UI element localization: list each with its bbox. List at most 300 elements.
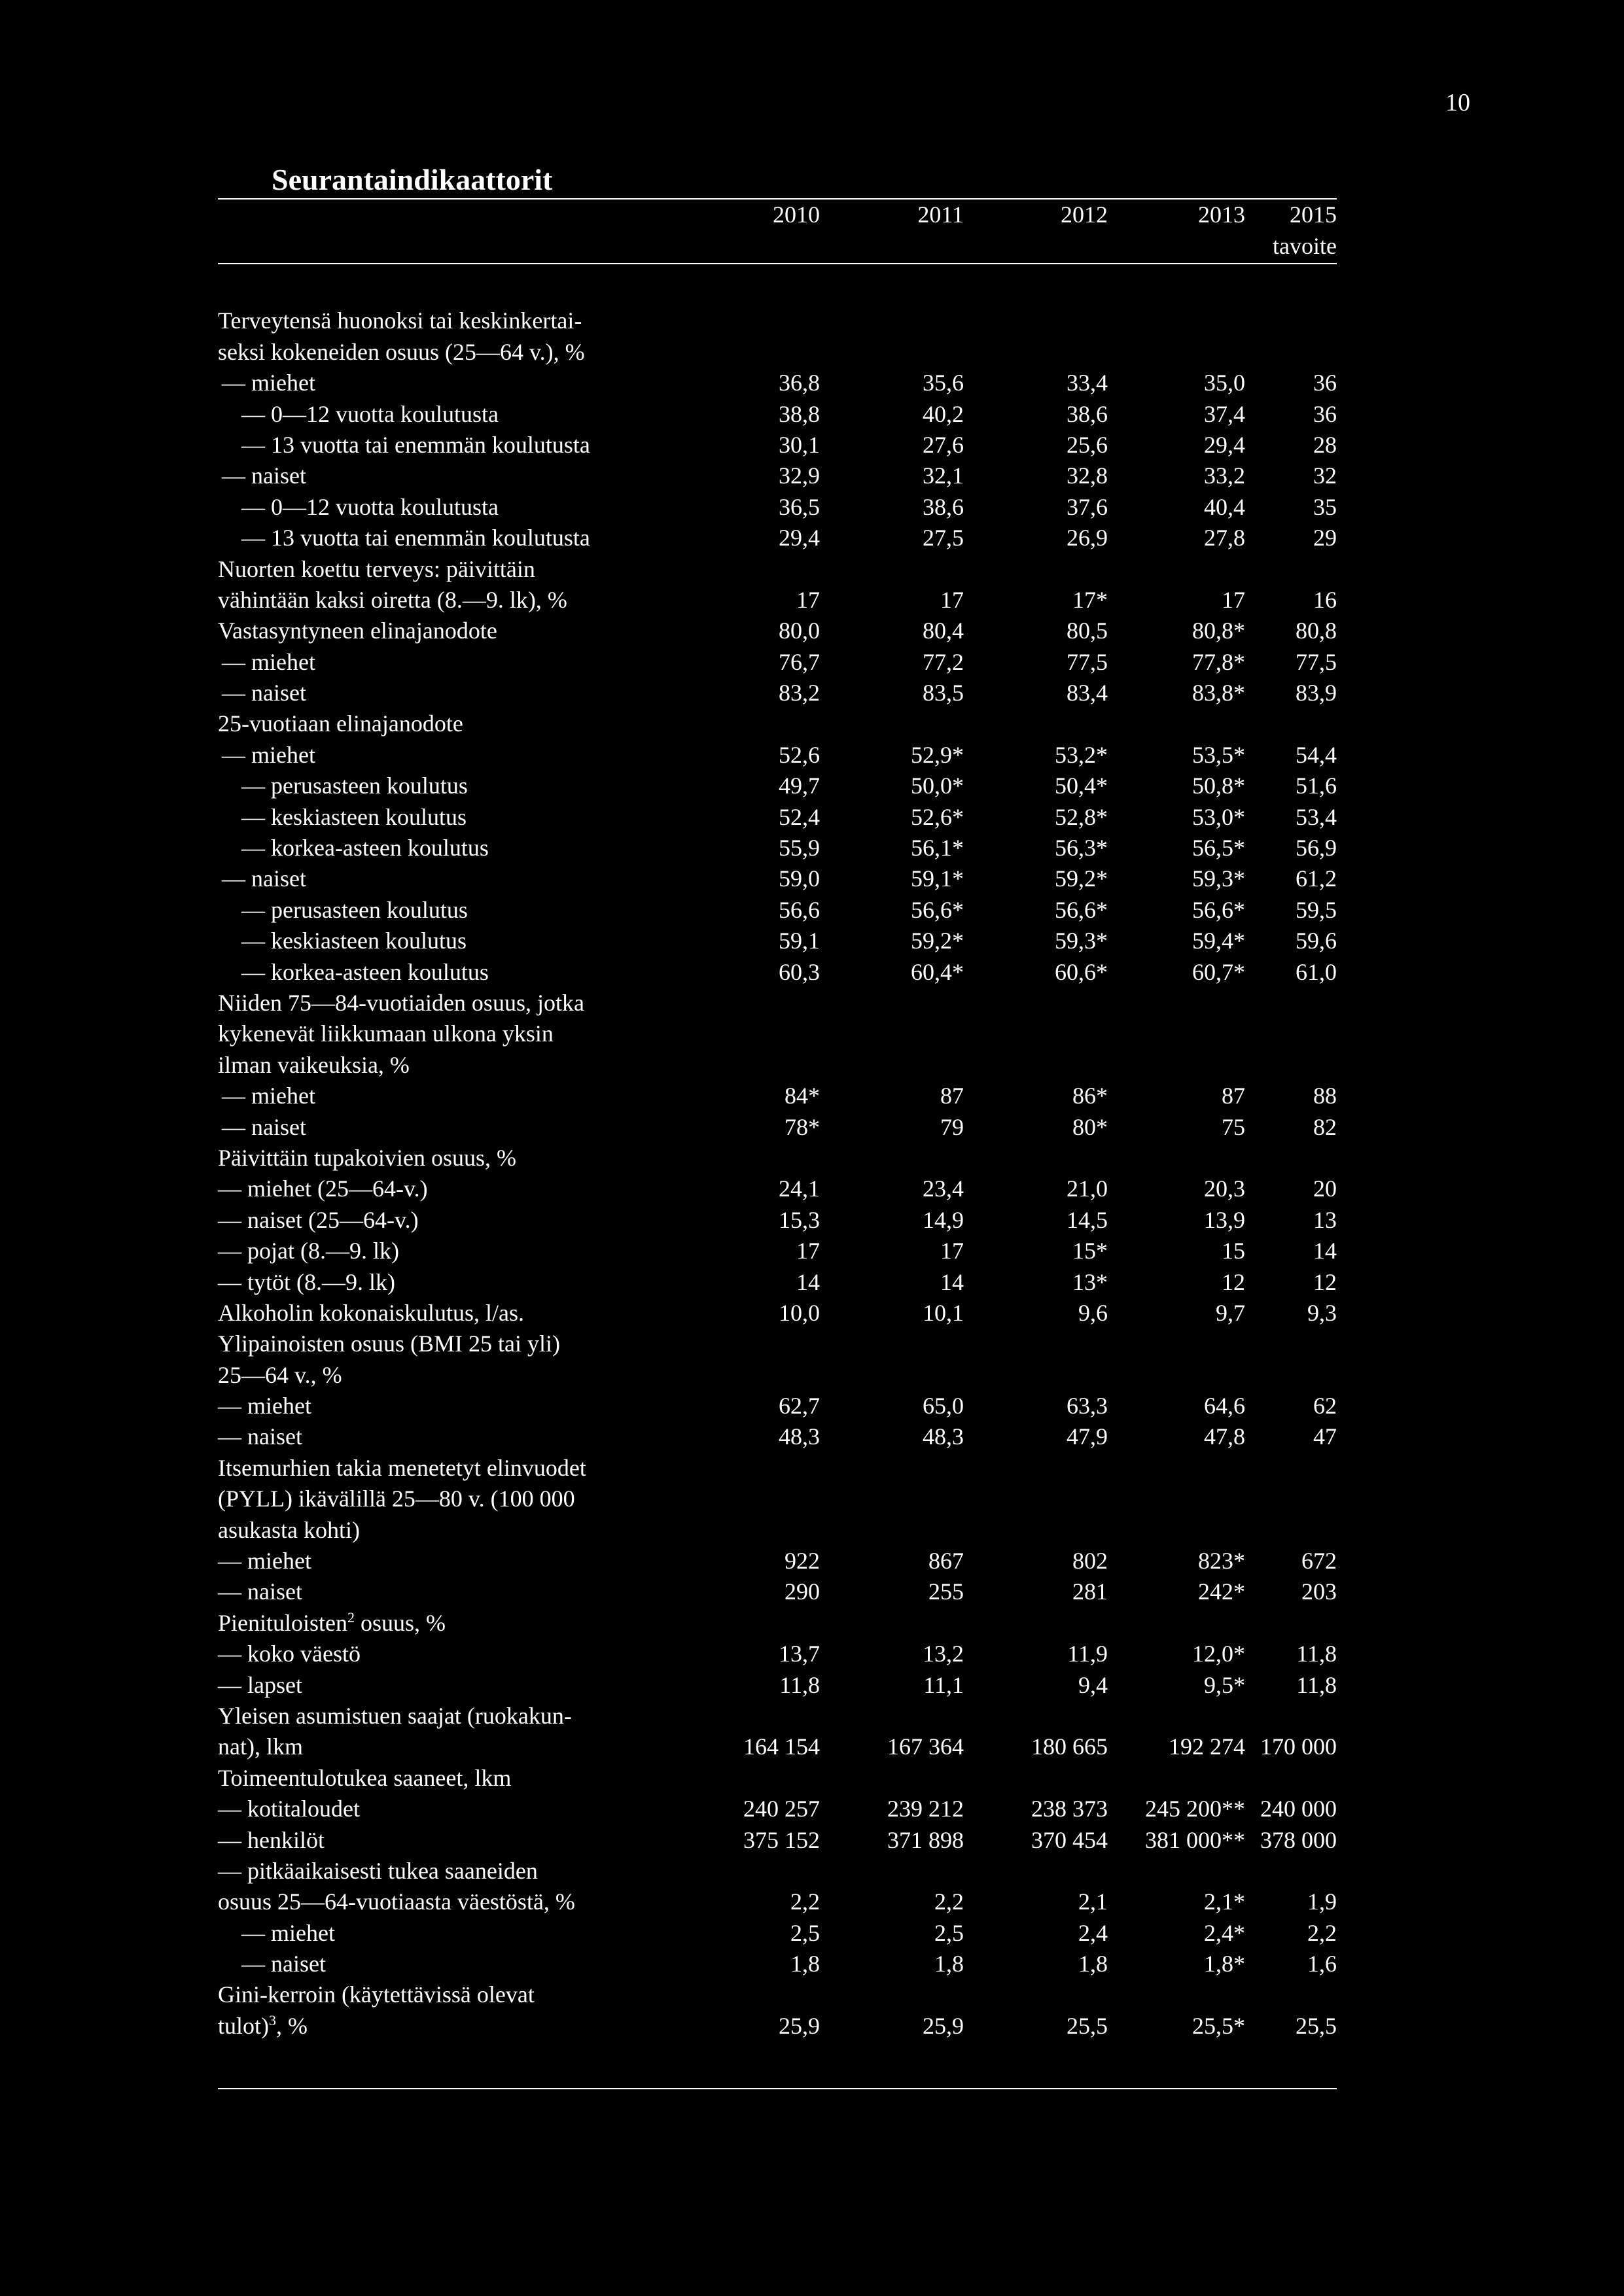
cell-value: 52,8*	[1055, 803, 1108, 830]
table-row	[218, 489, 1337, 519]
cell-value: 52,6	[779, 741, 820, 768]
cell-value: 9,5*	[1204, 1671, 1245, 1698]
cell-value: 59,0	[779, 865, 820, 892]
cell-value: 87	[1222, 1083, 1245, 1109]
cell-value: 371 898	[887, 1826, 964, 1853]
row-label: — korkea-asteen koulutus	[241, 958, 489, 985]
table-row	[218, 861, 1337, 892]
cell-value	[820, 303, 964, 334]
cell-value: 11,8	[1296, 1671, 1337, 1698]
cell-value: 53,5*	[1192, 741, 1245, 768]
cell-value: 1,8	[1078, 1951, 1108, 1977]
table-row	[218, 1140, 1337, 1171]
cell-value	[1245, 1853, 1337, 1884]
table-row	[218, 768, 1337, 799]
cell-value	[1245, 985, 1337, 1016]
cell-value: 60,3	[779, 958, 820, 985]
cell-value	[820, 1140, 964, 1171]
cell-value: 62	[1313, 1393, 1337, 1419]
cell-value: 180 665	[1031, 1733, 1108, 1760]
cell-value: 17	[940, 1238, 964, 1264]
cell-value: 53,2*	[1055, 741, 1108, 768]
cell-value: 76,7	[779, 648, 820, 675]
cell-value	[689, 1853, 820, 1884]
table-row	[218, 892, 1337, 922]
cell-value: 240 000	[1260, 1796, 1337, 1822]
cell-value	[964, 551, 1108, 582]
cell-value	[1108, 1047, 1245, 1077]
table-row	[218, 1543, 1337, 1574]
row-label: nat), lkm	[218, 1733, 303, 1760]
cell-value	[689, 334, 820, 364]
cell-value	[820, 1357, 964, 1387]
row-label: 25—64 v., %	[218, 1361, 342, 1388]
row-label: Ylipainoisten osuus (BMI 25 tai yli)	[218, 1331, 560, 1357]
column-header-label	[218, 201, 689, 232]
cell-value: 11,8	[1296, 1641, 1337, 1667]
row-label: Toimeentulotukea saaneet, lkm	[218, 1764, 512, 1791]
cell-value: 2,2	[934, 1888, 964, 1915]
cell-value	[689, 1481, 820, 1512]
cell-value: 32	[1313, 462, 1337, 489]
row-label: Terveytensä huonoksi tai keskinkertai-	[218, 307, 582, 334]
row-label: — naiset	[222, 462, 306, 489]
footnote-marker: 3	[269, 2011, 276, 2028]
cell-value: 29,4	[779, 525, 820, 551]
column-header-year: 2015	[1290, 201, 1337, 228]
cell-value: 14	[940, 1268, 964, 1295]
row-label: — naiset	[222, 680, 306, 706]
cell-value: 56,6*	[1055, 896, 1108, 923]
row-label: Yleisen asumistuen saajat (ruokakun-	[218, 1702, 572, 1729]
cell-value	[964, 706, 1108, 737]
cell-value: 47,8	[1204, 1423, 1245, 1450]
cell-value	[820, 1698, 964, 1729]
cell-value: 59,3*	[1055, 928, 1108, 954]
cell-value: 32,8	[1067, 462, 1108, 489]
cell-value: 203	[1301, 1578, 1337, 1605]
cell-value	[1245, 706, 1337, 737]
cell-value: 30,1	[779, 431, 820, 458]
section-title: Seurantaindikaattorit	[272, 163, 553, 196]
cell-value: 2,2	[790, 1888, 820, 1915]
table-row	[218, 1636, 1337, 1667]
table-row	[218, 1016, 1337, 1047]
table-row	[218, 1884, 1337, 1915]
cell-value: 62,7	[779, 1393, 820, 1419]
cell-value	[1245, 1047, 1337, 1077]
table-row	[218, 1791, 1337, 1822]
table-row	[218, 923, 1337, 954]
cell-value: 56,9	[1296, 835, 1337, 861]
row-label: Alkoholin kokonaiskulutus, l/as.	[218, 1299, 524, 1326]
cell-value: 26,9	[1067, 525, 1108, 551]
cell-value: 80,0	[779, 617, 820, 644]
row-label: tulot)$^3$, %	[218, 2011, 308, 2039]
cell-value	[1108, 985, 1245, 1016]
row-label: osuus 25—64-vuotiaasta väestöstä, %	[218, 1888, 575, 1915]
cell-value: 13*	[1072, 1268, 1108, 1295]
cell-value: 52,6*	[911, 803, 964, 830]
table-row	[218, 551, 1337, 582]
table-row	[218, 396, 1337, 426]
cell-value	[1245, 1016, 1337, 1047]
cell-value: 2,1*	[1204, 1888, 1245, 1915]
cell-value	[1108, 551, 1245, 582]
cell-value	[964, 303, 1108, 334]
cell-value: 36	[1313, 370, 1337, 396]
cell-value	[1108, 706, 1245, 737]
cell-value: 29	[1313, 525, 1337, 551]
cell-value: 192 274	[1169, 1733, 1245, 1760]
cell-value	[689, 1605, 820, 1635]
cell-value	[964, 1698, 1108, 1729]
cell-value: 1,8	[790, 1951, 820, 1977]
cell-value: 25,5	[1067, 2012, 1108, 2039]
cell-value: 38,6	[923, 493, 964, 520]
cell-value	[1108, 1326, 1245, 1357]
cell-value: 17	[796, 586, 820, 613]
cell-value: 2,5	[790, 1919, 820, 1946]
row-label: Itsemurhien takia menetetyt elinvuodet	[218, 1454, 586, 1481]
cell-value: 25,6	[1067, 431, 1108, 458]
cell-value	[689, 1760, 820, 1790]
cell-value	[1245, 1326, 1337, 1357]
row-label: — naiset	[218, 1578, 302, 1605]
cell-value: 35,0	[1204, 370, 1245, 396]
cell-value	[1108, 1853, 1245, 1884]
cell-value: 20	[1313, 1175, 1337, 1202]
cell-value	[1245, 1140, 1337, 1171]
cell-value: 56,6*	[1192, 896, 1245, 923]
row-label: — 13 vuotta tai enemmän koulutusta	[241, 525, 590, 551]
cell-value: 77,5	[1067, 648, 1108, 675]
cell-value: 54,4	[1296, 741, 1337, 768]
cell-value	[964, 1760, 1108, 1790]
cell-value: 378 000	[1260, 1826, 1337, 1853]
cell-value: 59,1*	[911, 865, 964, 892]
cell-value	[820, 1047, 964, 1077]
row-label: — 0—12 vuotta koulutusta	[241, 493, 499, 520]
row-label: 25-vuotiaan elinajanodote	[218, 710, 463, 737]
cell-value: 75	[1222, 1113, 1245, 1140]
cell-value: 87	[940, 1083, 964, 1109]
table-row	[218, 303, 1337, 334]
cell-value: 14	[796, 1268, 820, 1295]
cell-value: 922	[785, 1548, 820, 1574]
cell-value	[1108, 1698, 1245, 1729]
column-header-target: tavoite	[1273, 233, 1337, 259]
row-label: — naiset (25—64-v.)	[218, 1206, 419, 1233]
row-label: — 0—12 vuotta koulutusta	[241, 400, 499, 427]
table-row	[218, 1109, 1337, 1139]
cell-value: 13,7	[779, 1641, 820, 1667]
cell-value: 11,8	[779, 1671, 820, 1698]
cell-value: 59,2*	[1055, 865, 1108, 892]
cell-value	[820, 1326, 964, 1357]
cell-value	[1245, 1450, 1337, 1480]
cell-value: 25,9	[923, 2012, 964, 2039]
cell-value: 63,3	[1067, 1393, 1108, 1419]
cell-value: 802	[1072, 1548, 1108, 1574]
table-row	[218, 706, 1337, 737]
cell-value	[820, 1016, 964, 1047]
cell-value: 11,1	[923, 1671, 964, 1698]
cell-value	[1108, 1450, 1245, 1480]
row-label: — miehet	[222, 648, 315, 675]
cell-value	[820, 1450, 964, 1480]
cell-value: 25,5*	[1192, 2012, 1245, 2039]
table-row	[218, 365, 1337, 396]
cell-value: 56,1*	[911, 835, 964, 861]
cell-value: 40,2	[923, 400, 964, 427]
row-label: — pojat (8.—9. lk)	[218, 1238, 399, 1264]
cell-value: 79	[940, 1113, 964, 1140]
cell-value: 16	[1313, 586, 1337, 613]
cell-value	[689, 1977, 820, 2008]
cell-value	[1245, 334, 1337, 364]
table-row	[218, 1760, 1337, 1790]
table-row	[218, 1388, 1337, 1419]
cell-value: 77,2	[923, 648, 964, 675]
cell-value: 59,6	[1296, 928, 1337, 954]
cell-value: 59,4*	[1192, 928, 1245, 954]
column-header-year: 2010	[773, 201, 820, 228]
cell-value: 60,6*	[1055, 958, 1108, 985]
cell-value	[964, 1853, 1108, 1884]
row-label: — miehet	[222, 1083, 315, 1109]
cell-value	[1245, 1512, 1337, 1542]
cell-value: 55,9	[779, 835, 820, 861]
table-row	[218, 985, 1337, 1016]
cell-value: 14	[1313, 1238, 1337, 1264]
cell-value: 38,6	[1067, 400, 1108, 427]
table-row	[218, 1295, 1337, 1326]
cell-value: 17	[1222, 586, 1245, 613]
table-row	[218, 1419, 1337, 1450]
cell-value	[1245, 1481, 1337, 1512]
cell-value: 1,8	[934, 1951, 964, 1977]
cell-value: 56,3*	[1055, 835, 1108, 861]
cell-value: 21,0	[1067, 1175, 1108, 1202]
row-label: — miehet (25—64-v.)	[218, 1175, 428, 1202]
cell-value: 9,4	[1078, 1671, 1108, 1698]
row-label: — perusasteen koulutus	[241, 896, 468, 923]
cell-value: 15*	[1072, 1238, 1108, 1264]
cell-value	[1108, 1481, 1245, 1512]
row-label: — henkilöt	[218, 1826, 325, 1853]
cell-value	[1108, 1140, 1245, 1171]
cell-value	[964, 1481, 1108, 1512]
cell-value: 56,6	[779, 896, 820, 923]
cell-value: 32,9	[779, 462, 820, 489]
row-label: vähintään kaksi oiretta (8.—9. lk), %	[218, 586, 567, 613]
cell-value: 83,5	[923, 680, 964, 706]
cell-value: 47,9	[1067, 1423, 1108, 1450]
cell-value: 27,5	[923, 525, 964, 551]
table-row	[218, 1202, 1337, 1232]
cell-value: 27,6	[923, 431, 964, 458]
cell-value	[1245, 1698, 1337, 1729]
cell-value: 240 257	[743, 1796, 820, 1822]
cell-value	[820, 1853, 964, 1884]
cell-value	[689, 303, 820, 334]
cell-value	[1245, 1977, 1337, 2008]
cell-value: 17	[940, 586, 964, 613]
cell-value	[820, 334, 964, 364]
cell-value: 25,5	[1296, 2012, 1337, 2039]
table-row	[218, 954, 1337, 984]
cell-value: 24,1	[779, 1175, 820, 1202]
cell-value	[1245, 1605, 1337, 1635]
cell-value: 59,5	[1296, 896, 1337, 923]
cell-value: 61,0	[1296, 958, 1337, 985]
cell-value: 17	[796, 1238, 820, 1264]
table-row	[218, 1605, 1337, 1635]
cell-value	[820, 1512, 964, 1542]
row-label: — miehet	[241, 1919, 335, 1946]
cell-value: 50,4*	[1055, 773, 1108, 799]
row-label: — keskiasteen koulutus	[241, 803, 467, 830]
table-row	[218, 830, 1337, 861]
cell-value: 77,5	[1296, 648, 1337, 675]
table-row	[218, 1822, 1337, 1852]
table-row	[218, 1450, 1337, 1480]
cell-value: 12,0*	[1192, 1641, 1245, 1667]
cell-value: 14,5	[1067, 1206, 1108, 1233]
cell-value: 290	[785, 1578, 820, 1605]
cell-value	[820, 551, 964, 582]
cell-value: 82	[1313, 1113, 1337, 1140]
table-row	[218, 1977, 1337, 2008]
cell-value	[689, 551, 820, 582]
cell-value: 50,0*	[911, 773, 964, 799]
cell-value	[1108, 1977, 1245, 2008]
cell-value: 83,8*	[1192, 680, 1245, 706]
cell-value	[1108, 1760, 1245, 1790]
table-row	[218, 1171, 1337, 1202]
row-label: — kotitaloudet	[218, 1796, 360, 1822]
footnote-marker: 2	[347, 1609, 355, 1626]
cell-value	[1108, 1016, 1245, 1047]
row-label: asukasta kohti)	[218, 1516, 360, 1543]
cell-value	[964, 1047, 1108, 1077]
table-row	[218, 582, 1337, 613]
cell-value: 29,4	[1204, 431, 1245, 458]
cell-value	[820, 1760, 964, 1790]
column-header-year: 2012	[1061, 201, 1108, 228]
table-row	[218, 1078, 1337, 1109]
cell-value: 2,4*	[1204, 1919, 1245, 1946]
cell-value: 37,6	[1067, 493, 1108, 520]
cell-value: 13,2	[923, 1641, 964, 1667]
cell-value: 83,4	[1067, 680, 1108, 706]
row-label: Vastasyntyneen elinajanodote	[218, 617, 497, 644]
cell-value	[1108, 334, 1245, 364]
cell-value: 65,0	[923, 1393, 964, 1419]
cell-value: 23,4	[923, 1175, 964, 1202]
row-label: — perusasteen koulutus	[241, 773, 468, 799]
table-row	[218, 458, 1337, 489]
cell-value: 80,8	[1296, 617, 1337, 644]
cell-value: 61,2	[1296, 865, 1337, 892]
cell-value	[689, 1698, 820, 1729]
cell-value	[964, 1357, 1108, 1387]
cell-value: 867	[928, 1548, 964, 1574]
row-label: seksi kokeneiden osuus (25—64 v.), %	[218, 338, 585, 365]
cell-value: 242*	[1198, 1578, 1245, 1605]
table-row	[218, 1853, 1337, 1884]
cell-value	[964, 1326, 1108, 1357]
cell-value	[964, 1016, 1108, 1047]
cell-value: 38,8	[779, 400, 820, 427]
page-number: 10	[1445, 89, 1470, 116]
cell-value: 281	[1072, 1578, 1108, 1605]
cell-value: 49,7	[779, 773, 820, 799]
cell-value: 15	[1222, 1238, 1245, 1264]
cell-value: 164 154	[743, 1733, 820, 1760]
row-label: — naiset	[241, 1951, 326, 1977]
table-row	[218, 520, 1337, 551]
table-row	[218, 1233, 1337, 1264]
cell-value	[964, 1512, 1108, 1542]
table-row	[218, 1512, 1337, 1542]
row-label: Pienituloisten$^2$ osuus, %	[218, 1609, 446, 1636]
cell-value: 88	[1313, 1083, 1337, 1109]
cell-value: 80,5	[1067, 617, 1108, 644]
cell-value: 12	[1222, 1268, 1245, 1295]
cell-value: 47	[1313, 1423, 1337, 1450]
table-row	[218, 1326, 1337, 1357]
row-label: Päivittäin tupakoivien osuus, %	[218, 1144, 516, 1171]
cell-value: 33,2	[1204, 462, 1245, 489]
cell-value: 51,6	[1296, 773, 1337, 799]
cell-value	[964, 1977, 1108, 2008]
cell-value: 60,7*	[1192, 958, 1245, 985]
cell-value	[1245, 303, 1337, 334]
cell-value: 48,3	[923, 1423, 964, 1450]
table-body	[218, 265, 1337, 2039]
row-label: — korkea-asteen koulutus	[241, 835, 489, 861]
cell-value: 823*	[1198, 1548, 1245, 1574]
cell-value: 59,1	[779, 928, 820, 954]
cell-value	[1108, 1605, 1245, 1635]
cell-value	[820, 1605, 964, 1635]
row-label: — tytöt (8.—9. lk)	[218, 1268, 395, 1295]
table-row	[218, 1698, 1337, 1729]
cell-value: 11,9	[1067, 1641, 1108, 1667]
cell-value: 83,9	[1296, 680, 1337, 706]
cell-value	[1245, 551, 1337, 582]
row-label: Niiden 75—84-vuotiaiden osuus, jotka	[218, 989, 584, 1016]
cell-value	[1245, 1357, 1337, 1387]
cell-value: 12	[1313, 1268, 1337, 1295]
cell-value: 36,5	[779, 493, 820, 520]
cell-value	[689, 1047, 820, 1077]
row-label: Nuorten koettu terveys: päivittäin	[218, 555, 535, 582]
cell-value: 381 000**	[1145, 1826, 1245, 1853]
row-label: kykenevät liikkumaan ulkona yksin	[218, 1020, 554, 1047]
cell-value	[1245, 1760, 1337, 1790]
cell-value: 77,8*	[1192, 648, 1245, 675]
cell-value: 80*	[1072, 1113, 1108, 1140]
cell-value: 13,9	[1204, 1206, 1245, 1233]
cell-value: 56,6*	[911, 896, 964, 923]
cell-value: 9,3	[1307, 1299, 1337, 1326]
row-label: — naiset	[218, 1423, 302, 1450]
table-top-rule	[218, 198, 1337, 200]
cell-value: 2,1	[1078, 1888, 1108, 1915]
